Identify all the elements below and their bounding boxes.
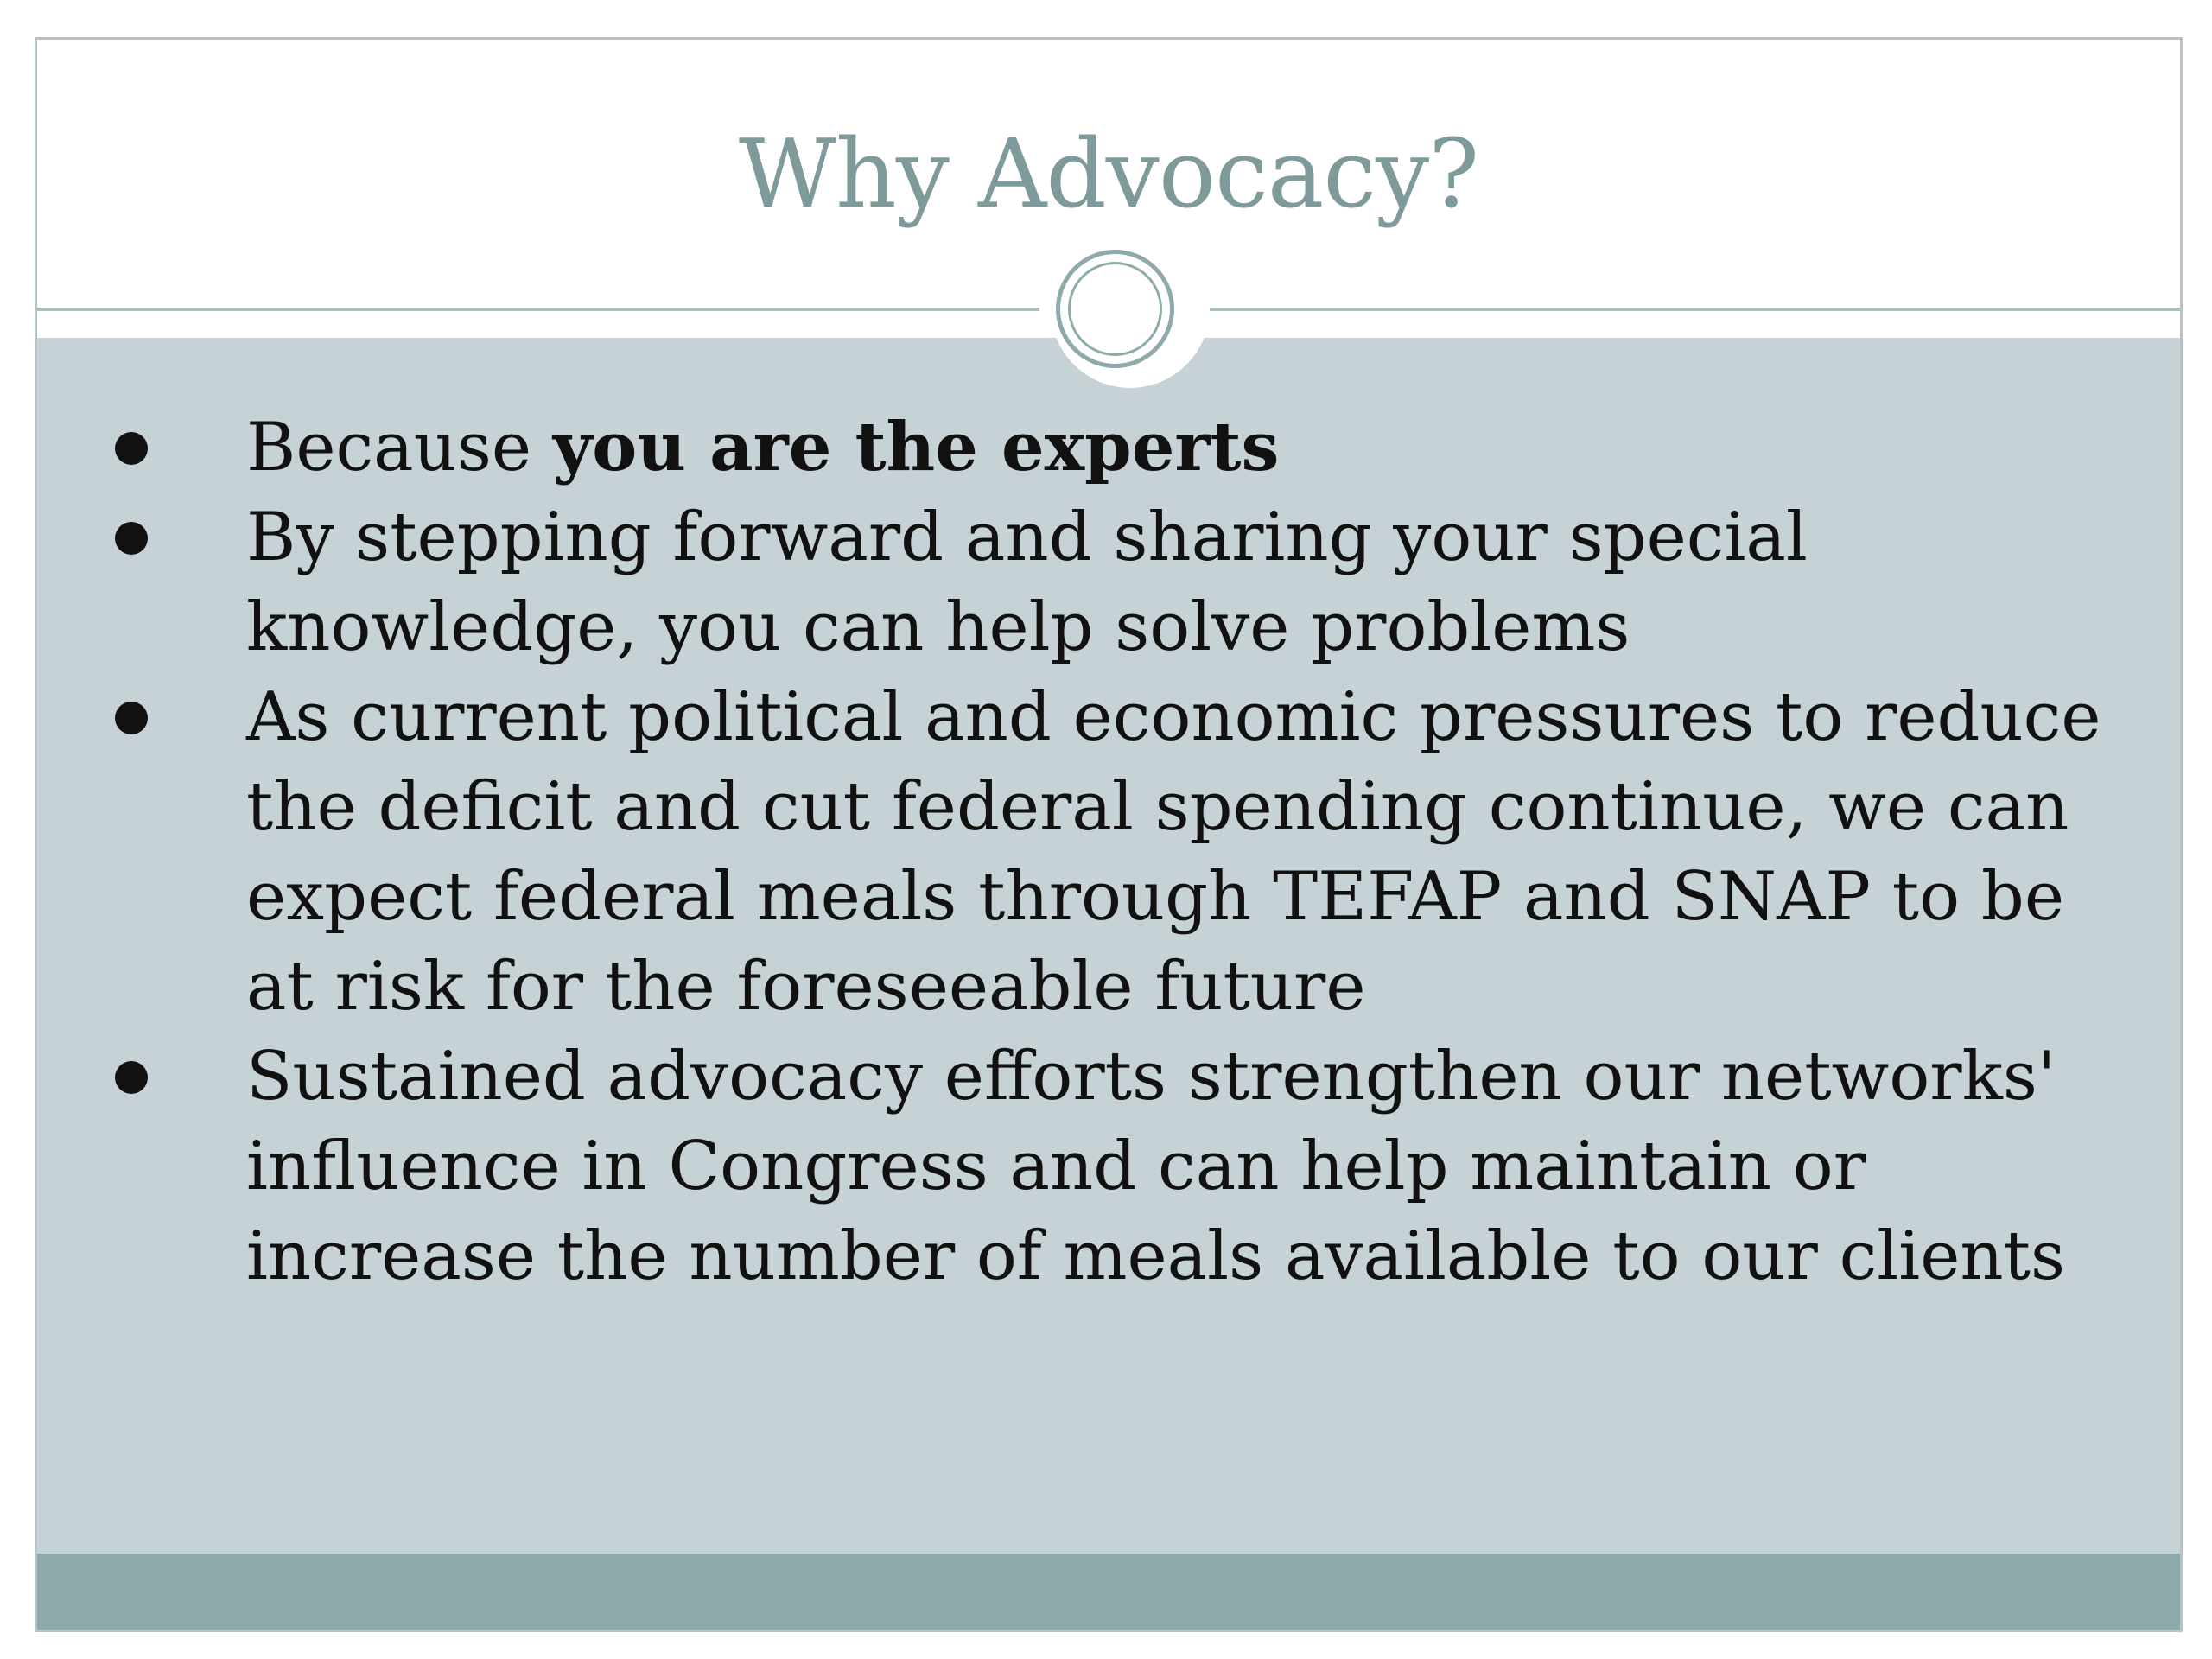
bullet-text-prefix: Because — [246, 409, 553, 486]
footer-bar — [37, 1554, 2180, 1630]
bullet-text: As current political and economic pressures to reduce the deficit and cut federal spending continue, we can expect federal meals through TEFAP and SNAP to be at risk for the foreseeable future — [246, 678, 2101, 1026]
bullet-item — [115, 493, 2145, 672]
slide — [35, 37, 2183, 1632]
bullet-dot-icon — [115, 432, 148, 465]
bullet-item — [115, 1032, 2145, 1301]
bullet-text: Sustained advocacy efforts strengthen our networks' influence in Congress and can help maintain or increase the number of meals available to our clients — [246, 1038, 2065, 1295]
bullet-list — [115, 403, 2145, 1301]
bullet-item — [115, 672, 2145, 1032]
circle-ornament-inner — [1068, 262, 1162, 356]
slide-title: Why Advocacy? — [738, 118, 1479, 229]
bullet-text-bold: you are the experts — [552, 408, 1280, 486]
title-divider-left — [37, 308, 1039, 311]
bullet-text: By stepping forward and sharing your special knowledge, you can help solve problems — [246, 499, 1808, 666]
bullet-dot-icon — [115, 522, 148, 555]
circle-ornament-icon — [1056, 250, 1174, 368]
bullet-item — [115, 403, 2145, 493]
title-divider-right — [1186, 308, 2183, 311]
bullet-dot-icon — [115, 702, 148, 734]
bullet-dot-icon — [115, 1061, 148, 1094]
